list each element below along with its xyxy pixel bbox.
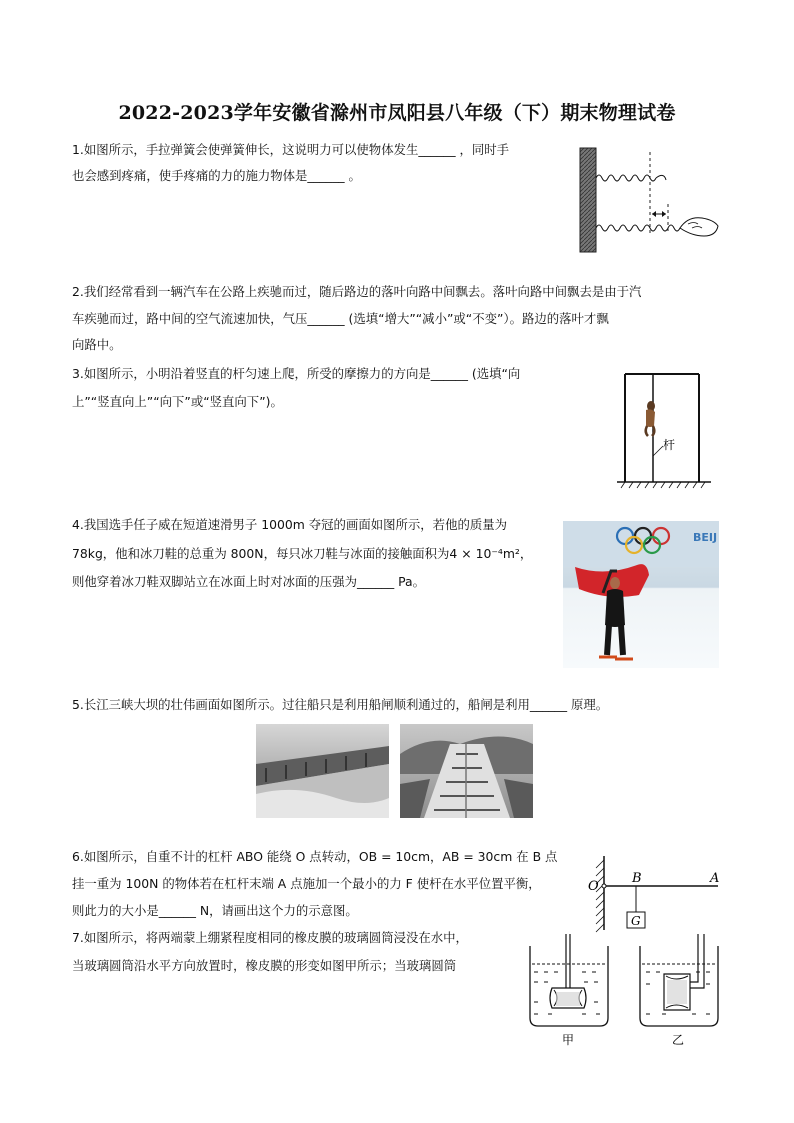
climber <box>646 401 655 436</box>
beaker-yi <box>640 934 718 1026</box>
q2-line-2: 车疾驰而过，路中间的空气流速加快，气压______ (选填“增大”“减小”或“不变”）。路边的落叶才飘 <box>72 311 609 326</box>
q6-line-3: 则此力的大小是______ N，请画出这个力的示意图。 <box>72 903 358 918</box>
pole-label: 杆 <box>663 438 676 452</box>
q6-line-2: 挂一重为 100N 的物体若在杠杆末端 A 点施加一个最小的力 F 使杆在水平位置平衡， <box>72 876 541 891</box>
wall <box>580 148 596 252</box>
dam-photo-left <box>256 724 389 818</box>
q3-line-2: 上”“竖直向上”“向下”或“竖直向下”)。 <box>72 394 283 409</box>
q6-line-1: 6.如图所示，自重不计的杠杆 ABO 能绕 O 点转动，OB = 10cm，AB = 30cm 在 B 点 <box>72 849 558 864</box>
q4-line-3: 则他穿着冰刀鞋双脚站立在冰面上时对冰面的压强为______ Pa。 <box>72 574 425 589</box>
page-title: 2022-2023学年安徽省滁州市凤阳县八年级（下）期末物理试卷 <box>118 102 676 124</box>
q5-line-1: 5.长江三峡大坝的壮伟画面如图所示。过往船只是利用船闸顺利通过的，船闸是利用______ 原理。 <box>72 697 609 712</box>
q2-line-3: 向路中。 <box>72 337 122 352</box>
label-g: G <box>631 914 641 928</box>
label-yi: 乙 <box>672 1033 685 1047</box>
q1-line-2: 也会感到疼痛，使手疼痛的力的施力物体是______ 。 <box>72 168 361 183</box>
glass-tube-figure <box>522 930 722 1050</box>
spring-figure <box>576 144 726 256</box>
q3-line-1: 3.如图所示，小明沿着竖直的杆匀速上爬，所受的摩擦力的方向是______ (选填“向 <box>72 366 521 381</box>
lever-figure <box>586 852 726 934</box>
bottom-spring <box>596 225 680 231</box>
q1-line-1: 1.如图所示，手拉弹簧会使弹簧伸长，这说明力可以使物体发生______ ，同时手 <box>72 142 510 157</box>
photo-text: BEIJ <box>693 531 718 544</box>
pole-climb-figure <box>615 370 715 490</box>
q2-line-1: 2.我们经常看到一辆汽车在公路上疾驰而过，随后路边的落叶向路中间飘去。落叶向路中间飘去是由于汽 <box>72 284 642 299</box>
dam-photo-right <box>400 724 533 818</box>
top-spring <box>596 175 656 181</box>
label-a: A <box>710 871 720 886</box>
q4-line-2: 78kg，他和冰刀鞋的总重为 800N，每只冰刀鞋与冰面的接触面积为4 × 10⁻⁴m²， <box>72 546 533 561</box>
label-o: O <box>588 879 599 894</box>
label-jia: 甲 <box>562 1033 575 1047</box>
skater-photo <box>563 521 719 668</box>
q4-line-1: 4.我国选手任子威在短道速滑男子 1000m 夺冠的画面如图所示，若他的质量为 <box>72 517 508 532</box>
q7-line-2: 当玻璃圆筒沿水平方向放置时，橡皮膜的形变如图甲所示；当玻璃圆筒 <box>72 958 457 973</box>
beaker-jia <box>530 934 608 1026</box>
label-b: B <box>632 871 642 886</box>
q7-line-1: 7.如图所示，将两端蒙上绷紧程度相同的橡皮膜的玻璃圆筒浸没在水中， <box>72 930 468 945</box>
